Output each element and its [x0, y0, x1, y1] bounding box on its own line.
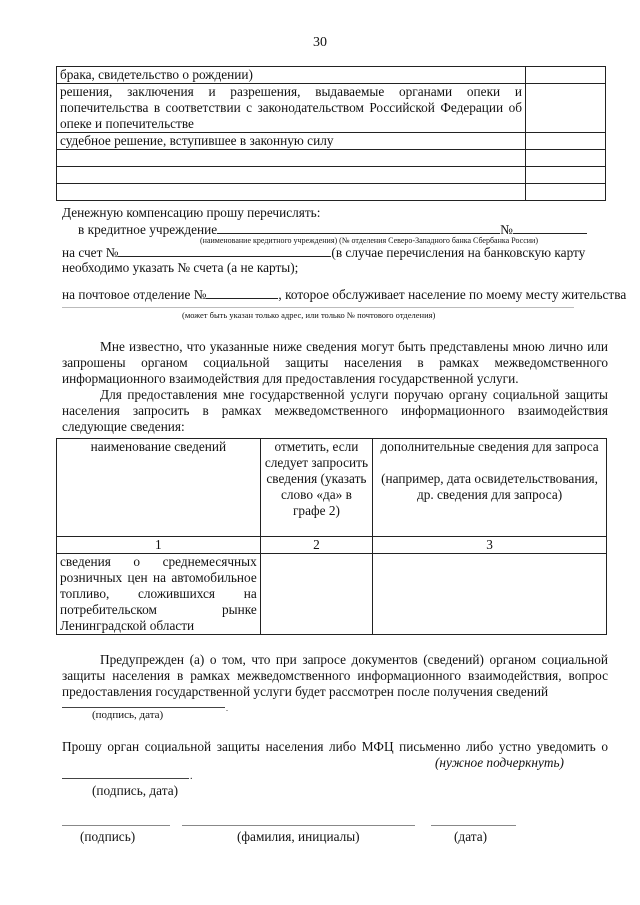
document-mark[interactable]: [526, 150, 606, 167]
paragraph-known: Мне известно, что указанные ниже сведения могут быть представлены мною лично или запрошены органом социальной защиты населения в рамках межведомственного информационного взаимодействия для предоставления государственной услуги.: [62, 339, 608, 386]
document-name: судебное решение, вступившее в законную силу: [57, 133, 526, 150]
column-number: 2: [260, 537, 372, 554]
bank-name-field[interactable]: [217, 221, 500, 234]
table-row: [57, 150, 606, 167]
document-name[interactable]: [57, 184, 526, 201]
info-request-table: [56, 438, 607, 635]
post-label: на почтовое отделение №: [62, 287, 207, 302]
notify-text: Прошу орган социальной защиты населения либо МФЦ письменно либо устно уведомить о: [62, 739, 608, 754]
account-line: [62, 244, 610, 261]
header-extra-title: дополнительные сведения для запроса: [380, 439, 599, 454]
document-mark[interactable]: [526, 67, 606, 84]
document-mark[interactable]: [526, 133, 606, 150]
documents-table: [56, 66, 606, 201]
warning-text: Предупрежден (а) о том, что при запросе документов (сведений) органом социальной защиты населения в рамках межведомственного информационного взаимодействия, вопрос предоставления государственной услуги будет рассмотрен после получения сведений: [62, 652, 608, 699]
header-mark: отметить, если следует запросить сведения (указать слово «да» в графе 2): [260, 439, 372, 537]
notify-signature-line[interactable]: [62, 778, 189, 779]
table-row: [57, 67, 606, 84]
table-row: [57, 84, 606, 133]
info-mark-field[interactable]: [260, 554, 372, 635]
table-number-row: [57, 537, 607, 554]
account-note: (в случае перечисления на банковскую карту: [331, 245, 586, 260]
column-number: 1: [57, 537, 261, 554]
address-line[interactable]: [62, 307, 574, 308]
table-row: [57, 133, 606, 150]
bank-label: в кредитное учреждение: [78, 222, 218, 237]
notify-caption: (подпись, дата): [92, 783, 179, 798]
table-header-row: [57, 439, 607, 537]
name-caption: (фамилия, инициалы): [237, 829, 360, 844]
paragraph-request: Для предоставления мне государственной услуги поручаю органу социальной защиты населения запросить в рамках межведомственного информационного взаимодействия следующие сведения:: [62, 387, 608, 434]
post-line: [62, 286, 627, 303]
notify-italic: (нужное подчеркнуть): [435, 755, 564, 770]
account-label: на счет №: [62, 245, 119, 260]
number-sign: №: [500, 222, 513, 237]
warning-caption: (подпись, дата): [92, 709, 164, 721]
document-mark[interactable]: [526, 184, 606, 201]
post-text: , которое обслуживает население по моему месту жительства: [278, 287, 627, 302]
info-name: сведения о среднемесячных розничных цен на автомобильное топливо, сложившихся на потребительском рынке Ленинградской области: [57, 554, 261, 635]
compensation-intro: Денежную компенсацию прошу перечислять:: [62, 205, 321, 220]
post-office-field[interactable]: [206, 286, 278, 299]
table-row: [57, 554, 607, 635]
branch-number-field[interactable]: [513, 221, 587, 234]
warning-signature-line[interactable]: [62, 707, 225, 708]
date-line[interactable]: [431, 825, 516, 826]
post-caption: (может быть указан только адрес, или только № почтового отделения): [182, 310, 436, 320]
document-mark[interactable]: [526, 167, 606, 184]
signature-caption: (подпись): [80, 829, 136, 844]
header-extra: [373, 439, 607, 537]
column-number: 3: [373, 537, 607, 554]
table-row: [57, 167, 606, 184]
notify-text-line1: [62, 739, 608, 755]
document-name[interactable]: [57, 150, 526, 167]
table-row: [57, 184, 606, 201]
document-name: брака, свидетельство о рождении): [57, 67, 526, 84]
document-mark[interactable]: [526, 84, 606, 133]
signature-line[interactable]: [62, 825, 170, 826]
header-name: наименование сведений: [57, 439, 261, 537]
date-caption: (дата): [454, 829, 488, 844]
document-name: решения, заключения и разрешения, выдаваемые органами опеки и попечительства в соответствии с законодательством Российской Федерации об опеке и попечительстве: [57, 84, 526, 133]
account-number-field[interactable]: [118, 244, 331, 257]
info-extra-field[interactable]: [373, 554, 607, 635]
document-name[interactable]: [57, 167, 526, 184]
header-extra-example: (например, дата освидетельствования, др. сведения для запроса): [381, 471, 598, 502]
account-note-2: необходимо указать № счета (а не карты);: [62, 260, 299, 275]
name-line[interactable]: [182, 825, 415, 826]
bank-caption: (наименование кредитного учреждения) (№ отделения Северо-Западного банка Сбербанка России): [200, 236, 538, 245]
page-number: 30: [313, 35, 327, 50]
